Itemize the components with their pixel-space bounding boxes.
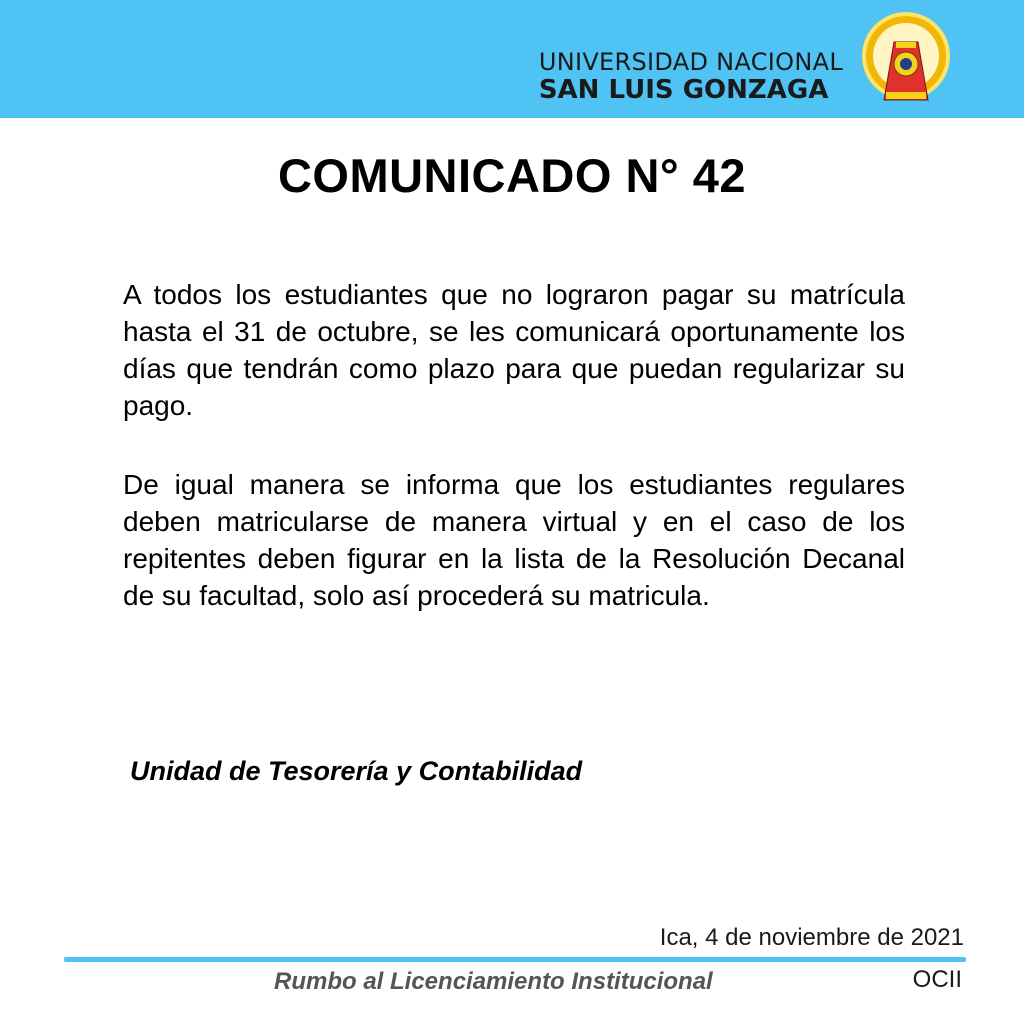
university-seal-logo	[858, 12, 954, 108]
footer-slogan: Rumbo al Licenciamiento Institucional	[274, 968, 713, 995]
body-paragraph-2: De igual manera se informa que los estudiantes regulares deben matricularse de manera virtual y en el caso de los repitentes deben figurar en la lista de la Resolución Decanal de su facultad, solo así procederá su matricula.	[123, 469, 905, 611]
university-name-line1: UNIVERSIDAD NACIONAL	[538, 48, 843, 76]
header-band	[0, 0, 1024, 118]
issuing-unit-signature: Unidad de Tesorería y Contabilidad	[130, 756, 583, 786]
page-title: COMUNICADO N° 42	[277, 149, 747, 202]
issue-date: Ica, 4 de noviembre de 2021	[659, 924, 964, 951]
seal-banner	[896, 42, 916, 48]
seal-motto-ribbon	[886, 92, 926, 99]
university-name-line2: SAN LUIS GONZAGA	[538, 75, 829, 105]
footer-divider	[64, 957, 966, 962]
footer-office-code: OCII	[912, 966, 962, 993]
university-name	[539, 50, 843, 103]
seal-central-emblem	[900, 58, 912, 70]
body-paragraph-1: A todos los estudiantes que no lograron pagar su matrícula hasta el 31 de octubre, se les comunicará oportunamente los días que tendrán como plazo para que puedan regularizar su pago.	[123, 279, 905, 421]
